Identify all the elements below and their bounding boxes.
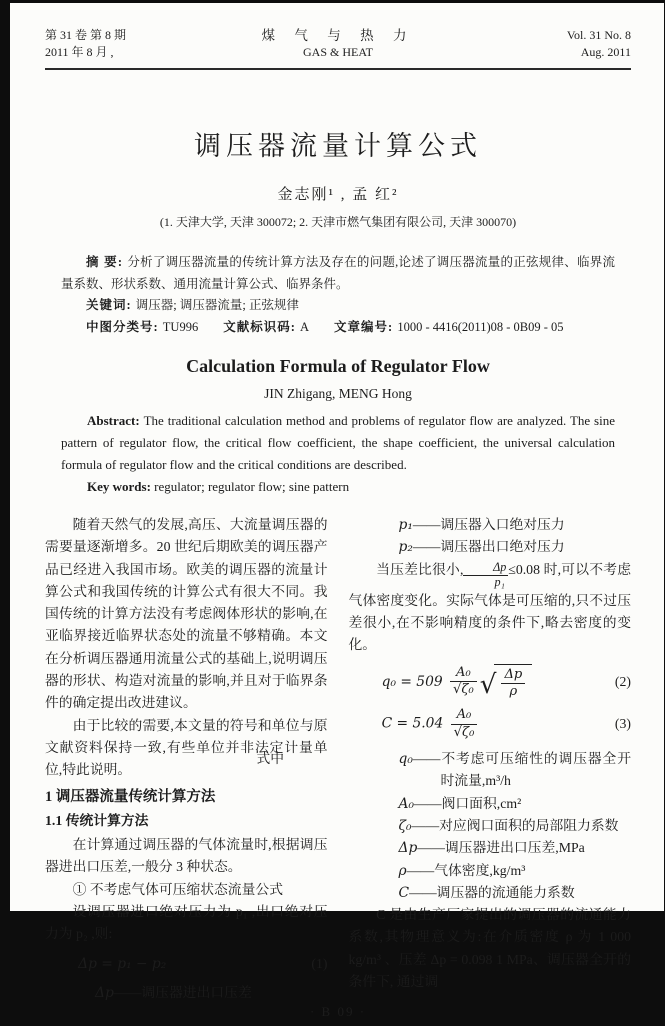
header-rule [45,68,631,70]
clc-label: 中图分类号: [86,319,163,334]
article-title-en: Calculation Formula of Regulator Flow [186,356,490,376]
left-column [45,514,328,1004]
definition-text: ——调压器的流通能力系数 [409,884,575,900]
header-volume-issue [45,27,195,61]
journal-header [45,27,631,61]
page-number: · B 09 · [309,1004,367,1020]
body-paragraph: C 是由生产厂家提出的调压器的流通能力系数,其物理意义为:在介质密度 ρ 为 1 000 kg/m³ 、压差 Δp = 0.098 1 MPa、调压器全开的条件下, 通过调 [348,907,631,990]
formula-2-fraction [450,665,477,699]
artid-label: 文章编号: [334,319,398,334]
volume-issue-en: Vol. 31 No. 8 [566,28,631,42]
definition-text: ——调压器入口绝对压力 [412,517,565,532]
keywords-en [61,476,615,498]
formula-3-body [382,707,481,741]
definition-symbol: p₂ [398,539,413,556]
section-1-heading: 1 调压器流量传统计算方法 [45,788,216,805]
definition-symbol: ρ [398,862,407,879]
paragraph-text-post: ≤0.08 时,可以不考虑气体密度变化。实际气体是可压缩的,只不过压差很小,在不影响精度的条件下,略去密度的变化。 [348,561,631,653]
paper-page [10,3,664,1020]
abstract-cn-block [61,252,615,338]
abstract-en [61,410,615,476]
formula-1-number: (1) [311,955,328,971]
fraction-numerator: Δp [501,667,525,684]
formula-2-number: (2) [614,673,631,689]
keywords-cn [61,295,615,317]
body-paragraph: 由于比较的需要,本文量的符号和单位与原文献资料保持一致,有些单位并非法定计量单位,特此说明。 [45,717,328,778]
journal-title-en: GAS & HEAT [302,45,373,59]
symbol-definition [349,860,632,882]
definition-symbol: C [398,884,410,901]
article-title-cn: 调压器流量计算公式 [194,131,482,161]
definition-text: ——对应阀口面积的局部阻力系数 [411,817,619,833]
date-en: Aug. 2011 [580,45,631,59]
clc-value: TU996 [162,319,199,334]
fraction-numerator: A₀ [451,707,478,724]
definition-text: ——调压器出口绝对压力 [412,539,565,555]
fraction-numerator: Δp [463,561,508,576]
fraction-numerator: A₀ [450,665,477,682]
formula-3-number: (3) [614,716,631,732]
definition-text: ——阀口面积,cm² [414,795,522,811]
section-1-1-heading: 1.1 传统计算方法 [45,812,149,828]
radicand [494,664,532,701]
formula-1-definitions [45,982,328,1004]
symbol-definition [349,514,632,536]
date-cn: 2011 年 8 月 , [45,45,114,59]
right-column [256,514,632,1004]
doccode-value: A [300,319,310,334]
keywords-cn-text: 调压器; 调压器流量; 正弦规律 [135,298,299,312]
doccode-label: 文献标识码: [223,319,301,334]
formula-23-definitions [256,748,632,904]
header-volume-en [481,27,631,61]
definition-text: ——调压器进出口压差,MPa [417,840,585,856]
definition-symbol: ζ₀ [398,817,412,834]
fraction-denominator: ρ [509,683,518,699]
abstract-en-block [61,410,615,498]
formula-3-lead: C = 5.04 [381,715,448,732]
definition-symbol: q₀ [398,751,413,768]
journal-title-cn: 煤 气 与 热 力 [261,28,415,43]
keywords-en-text: regulator; regulator flow; sine pattern [154,479,350,494]
artid-value: 1000 - 4416(2011)08 - 0B09 - 05 [397,319,564,334]
definition-symbol: A₀ [398,795,414,812]
definition-symbol: Δp [398,840,418,857]
formula-3 [349,707,632,741]
authors-cn: 金志刚¹ , 孟 红² [277,187,399,203]
formula-1-body: Δp = p₁ − p₂ [78,955,167,972]
definition-symbol: p₁ [398,517,413,533]
affiliation: (1. 天津大学, 天津 300072; 2. 天津市燃气集团有限公司, 天津 300070) [159,215,517,229]
formula-2-lead: q₀ = 509 [381,673,448,690]
symbol-definition [45,982,328,1004]
authors-en: JIN Zhigang, MENG Hong [264,386,412,401]
keywords-cn-label: 关键词: [86,298,136,312]
definition-label: 式中 [256,751,285,767]
abstract-en-text: The traditional calculation method and problems of regulator flow are analyzed. The sine pattern of regulator flow, the critical flow coefficient, the shape coefficient, the universal calculation formula of regulator flow and the critical conditions are described. [61,413,615,472]
formula-1 [45,953,328,975]
abstract-cn [61,252,615,295]
fraction-denominator: p₁ [494,574,505,589]
definition-text: ——不考虑可压缩性的调压器全开时流量,m³/h [412,751,631,789]
symbol-definition [349,815,632,837]
body-paragraph: 随着天然气的发展,高压、大流量调压器的需要量逐渐增多。20 世纪后期欧美的调压器产品已经进入我国市场。欧美的调压器的流量计算公式和我国传统的计算公式有很大不同。我国传统的计算方法没有考虑阀体形状的影响,在亚临界接近临界状态处的流量不够精确。本文在分析调压器通用流量公式的基础上,说明调压器的形状、构造对流量的影响,并且对于临界条件的确定提出改进建议。 [45,517,328,711]
formula-3-fraction [451,707,478,741]
definition-symbol: Δp [95,984,114,1001]
list-item-circled-1: ① 不考虑气体可压缩状态流量公式 [72,881,283,897]
paragraph-text-pre: 当压差比很小, [376,561,464,577]
pressure-definitions [349,514,632,559]
abstract-cn-text: 分析了调压器流量的传统计算方法及存在的问题,论述了调压器流量的正弦规律、临界流量系数、形状系数、通用流量计算公式、临界条件。 [61,255,615,291]
journal-title-block [262,27,415,61]
keywords-en-label: Key words: [87,479,155,494]
abstract-en-label: Abstract: [87,413,144,428]
article-meta [61,317,615,339]
definition-text: ——调压器进出口压差 [113,984,252,1000]
body-paragraph [349,559,632,657]
formula-2-body [382,664,533,701]
body-columns [45,514,631,1004]
symbol-definition [349,536,632,558]
body-paragraph: 设调压器进口绝对压力为 p₁ ,出口绝对压力为 p₂ ,则: [45,904,328,942]
symbol-definition [349,837,632,859]
formula-2 [349,664,632,701]
radicand-fraction [501,667,525,701]
fraction-denominator: √ζ₀ [453,682,474,698]
symbol-definition [349,882,632,904]
definition-text: ——气体密度,kg/m³ [406,862,526,878]
volume-issue-cn: 第 31 卷 第 8 期 [45,28,127,42]
symbol-definition [256,748,632,793]
inline-fraction [463,561,508,590]
symbol-definition [349,793,632,815]
definition-label [45,982,95,1004]
fraction-denominator: √ζ₀ [453,724,475,740]
body-paragraph: 在计算通过调压器的气体流量时,根据调压器进出口压差,一般分 3 种状态。 [45,837,328,875]
abstract-cn-label: 摘 要: [86,255,128,269]
radical-sign: √ [479,669,497,700]
